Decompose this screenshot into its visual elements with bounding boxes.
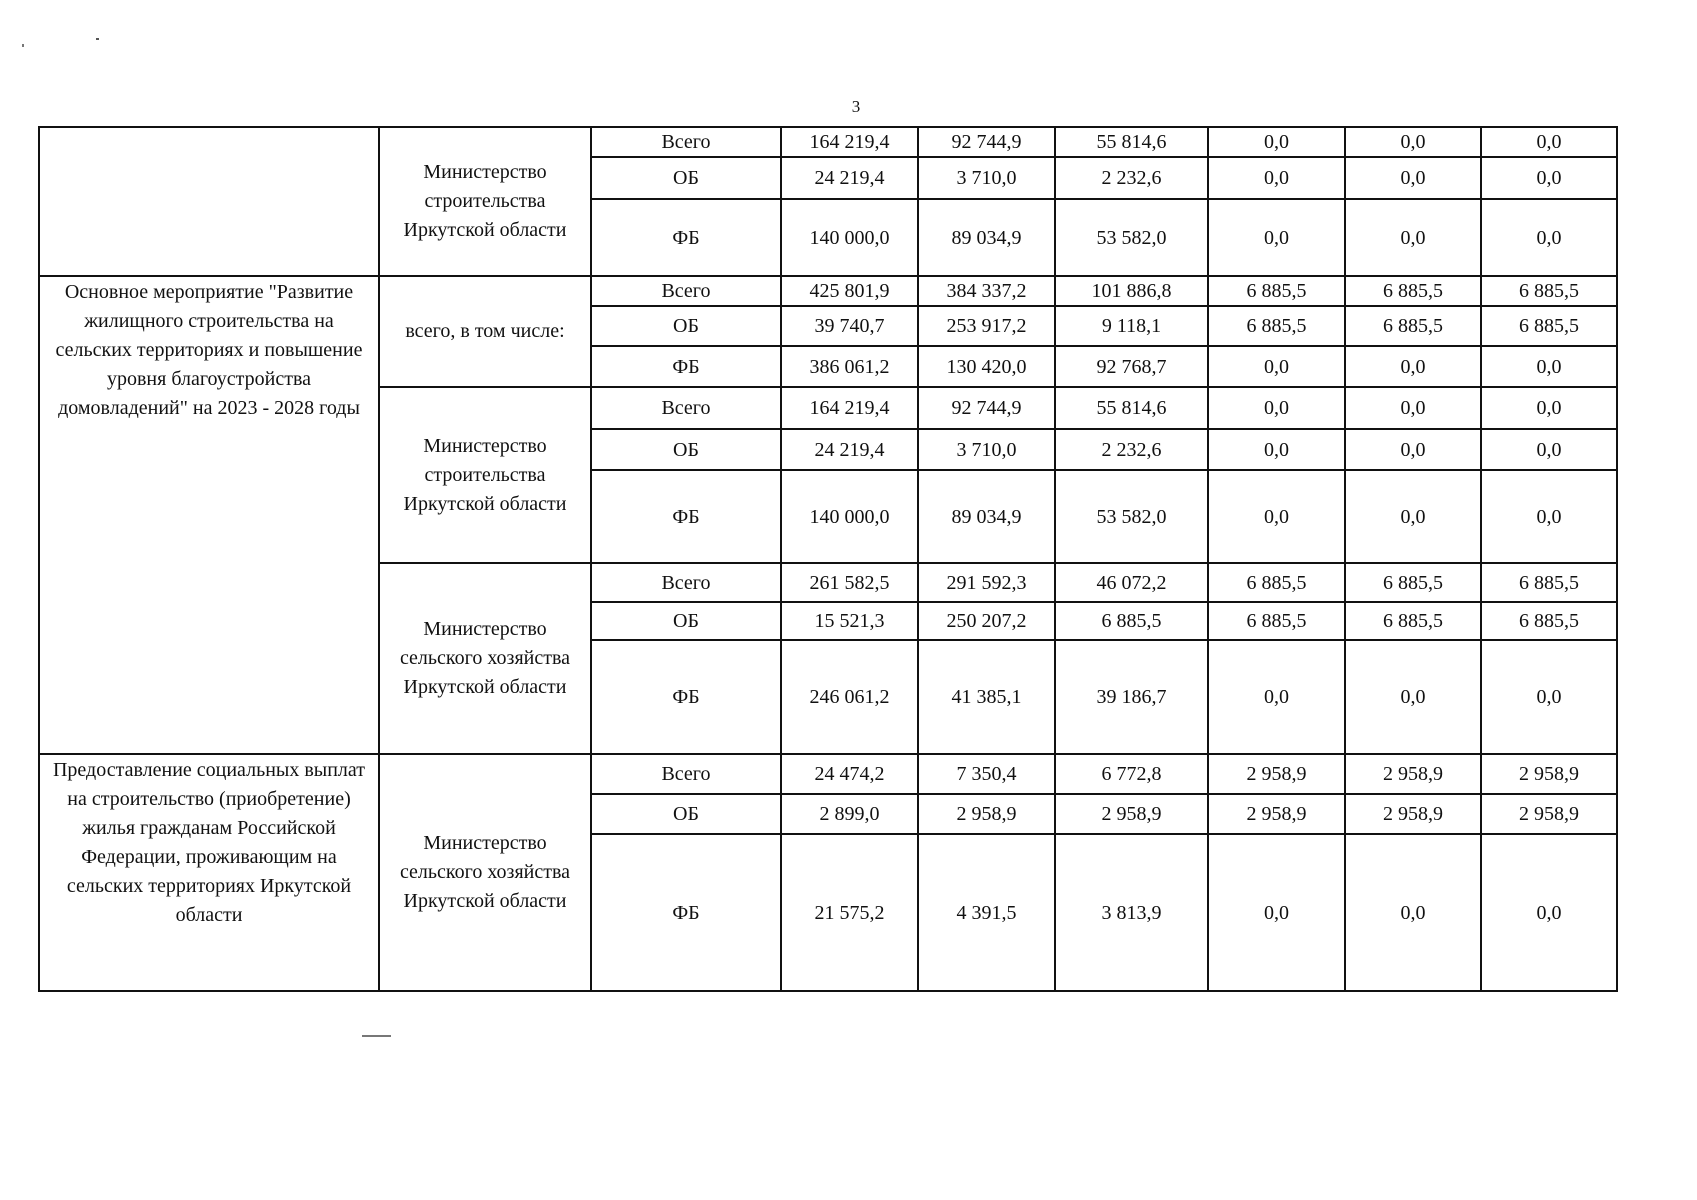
value-cell: 92 744,9 [918, 387, 1055, 429]
value-cell: 6 885,5 [1208, 306, 1345, 346]
value-cell: 15 521,3 [781, 602, 918, 640]
source-label-cell: ФБ [591, 346, 781, 387]
value-cell: 384 337,2 [918, 276, 1055, 306]
value-cell: 24 474,2 [781, 754, 918, 794]
value-cell: 6 885,5 [1481, 602, 1617, 640]
source-label-cell: Всего [591, 276, 781, 306]
table-row [39, 754, 1617, 794]
value-cell: 164 219,4 [781, 127, 918, 157]
value-cell: 140 000,0 [781, 470, 918, 563]
value-cell: 2 958,9 [1208, 794, 1345, 834]
value-cell: 0,0 [1208, 346, 1345, 387]
source-label-cell: ОБ [591, 429, 781, 470]
executor-cell: Министерство сельского хозяйства Иркутской области [379, 754, 591, 991]
table-body [39, 127, 1617, 991]
value-cell: 250 207,2 [918, 602, 1055, 640]
value-cell: 0,0 [1345, 346, 1481, 387]
value-cell: 2 899,0 [781, 794, 918, 834]
source-label-cell: ФБ [591, 640, 781, 754]
activity-cell: Основное мероприятие "Развитие жилищного строительства на сельских территориях и повышение уровня благоустройства домовладений" на 2023 - 2028 годы [39, 276, 379, 754]
scan-speck [96, 38, 99, 40]
table-row [39, 127, 1617, 157]
value-cell: 6 885,5 [1055, 602, 1208, 640]
value-cell: 6 885,5 [1345, 276, 1481, 306]
value-cell: 0,0 [1345, 640, 1481, 754]
value-cell: 0,0 [1208, 387, 1345, 429]
value-cell: 24 219,4 [781, 157, 918, 199]
source-label-cell: ФБ [591, 199, 781, 276]
source-label-cell: ФБ [591, 470, 781, 563]
value-cell: 24 219,4 [781, 429, 918, 470]
page-number: 3 [851, 97, 861, 116]
value-cell: 253 917,2 [918, 306, 1055, 346]
value-cell: 6 885,5 [1208, 602, 1345, 640]
source-label-cell: ОБ [591, 157, 781, 199]
value-cell: 0,0 [1208, 640, 1345, 754]
value-cell: 0,0 [1345, 429, 1481, 470]
value-cell: 0,0 [1345, 199, 1481, 276]
table-row [39, 276, 1617, 306]
value-cell: 92 744,9 [918, 127, 1055, 157]
value-cell: 0,0 [1345, 127, 1481, 157]
value-cell: 101 886,8 [1055, 276, 1208, 306]
value-cell: 6 885,5 [1208, 276, 1345, 306]
dash-mark [362, 1035, 391, 1037]
value-cell: 0,0 [1208, 127, 1345, 157]
value-cell: 2 958,9 [1208, 754, 1345, 794]
value-cell: 6 885,5 [1345, 602, 1481, 640]
value-cell: 4 391,5 [918, 834, 1055, 991]
value-cell: 0,0 [1345, 157, 1481, 199]
value-cell: 6 885,5 [1345, 563, 1481, 602]
value-cell: 53 582,0 [1055, 470, 1208, 563]
value-cell: 0,0 [1208, 157, 1345, 199]
value-cell: 89 034,9 [918, 470, 1055, 563]
value-cell: 0,0 [1481, 346, 1617, 387]
value-cell: 2 958,9 [1345, 754, 1481, 794]
executor-cell: Министерство строительства Иркутской области [379, 127, 591, 276]
source-label-cell: Всего [591, 754, 781, 794]
value-cell: 92 768,7 [1055, 346, 1208, 387]
value-cell: 425 801,9 [781, 276, 918, 306]
value-cell: 2 958,9 [1481, 754, 1617, 794]
value-cell: 2 232,6 [1055, 429, 1208, 470]
executor-cell: всего, в том числе: [379, 276, 591, 387]
value-cell: 130 420,0 [918, 346, 1055, 387]
executor-cell: Министерство строительства Иркутской области [379, 387, 591, 563]
executor-cell: Министерство сельского хозяйства Иркутской области [379, 563, 591, 754]
value-cell: 55 814,6 [1055, 127, 1208, 157]
value-cell: 2 232,6 [1055, 157, 1208, 199]
value-cell: 41 385,1 [918, 640, 1055, 754]
value-cell: 6 885,5 [1481, 563, 1617, 602]
scan-speck [22, 44, 24, 47]
value-cell: 0,0 [1208, 429, 1345, 470]
value-cell: 0,0 [1481, 199, 1617, 276]
activity-cell: Предоставление социальных выплат на строительство (приобретение) жилья гражданам Российской Федерации, проживающим на сельских территориях Иркутской области [39, 754, 379, 991]
value-cell: 53 582,0 [1055, 199, 1208, 276]
value-cell: 6 772,8 [1055, 754, 1208, 794]
source-label-cell: ОБ [591, 306, 781, 346]
value-cell: 21 575,2 [781, 834, 918, 991]
source-label-cell: ОБ [591, 794, 781, 834]
value-cell: 0,0 [1481, 429, 1617, 470]
value-cell: 89 034,9 [918, 199, 1055, 276]
value-cell: 0,0 [1345, 387, 1481, 429]
source-label-cell: ОБ [591, 602, 781, 640]
value-cell: 2 958,9 [1345, 794, 1481, 834]
value-cell: 164 219,4 [781, 387, 918, 429]
value-cell: 3 710,0 [918, 157, 1055, 199]
value-cell: 9 118,1 [1055, 306, 1208, 346]
value-cell: 0,0 [1208, 470, 1345, 563]
value-cell: 3 813,9 [1055, 834, 1208, 991]
value-cell: 3 710,0 [918, 429, 1055, 470]
value-cell: 6 885,5 [1481, 276, 1617, 306]
value-cell: 261 582,5 [781, 563, 918, 602]
value-cell: 0,0 [1481, 640, 1617, 754]
source-label-cell: Всего [591, 127, 781, 157]
value-cell: 7 350,4 [918, 754, 1055, 794]
value-cell: 6 885,5 [1208, 563, 1345, 602]
value-cell: 0,0 [1481, 157, 1617, 199]
value-cell: 0,0 [1481, 387, 1617, 429]
activity-cell [39, 127, 379, 276]
value-cell: 2 958,9 [918, 794, 1055, 834]
value-cell: 0,0 [1208, 834, 1345, 991]
funding-table [38, 126, 1618, 992]
value-cell: 0,0 [1208, 199, 1345, 276]
source-label-cell: ФБ [591, 834, 781, 991]
value-cell: 246 061,2 [781, 640, 918, 754]
value-cell: 2 958,9 [1481, 794, 1617, 834]
value-cell: 0,0 [1481, 470, 1617, 563]
value-cell: 39 740,7 [781, 306, 918, 346]
value-cell: 6 885,5 [1345, 306, 1481, 346]
value-cell: 140 000,0 [781, 199, 918, 276]
value-cell: 2 958,9 [1055, 794, 1208, 834]
value-cell: 46 072,2 [1055, 563, 1208, 602]
value-cell: 0,0 [1345, 470, 1481, 563]
value-cell: 0,0 [1481, 834, 1617, 991]
source-label-cell: Всего [591, 387, 781, 429]
value-cell: 55 814,6 [1055, 387, 1208, 429]
value-cell: 291 592,3 [918, 563, 1055, 602]
value-cell: 0,0 [1481, 127, 1617, 157]
value-cell: 39 186,7 [1055, 640, 1208, 754]
value-cell: 0,0 [1345, 834, 1481, 991]
value-cell: 6 885,5 [1481, 306, 1617, 346]
value-cell: 386 061,2 [781, 346, 918, 387]
source-label-cell: Всего [591, 563, 781, 602]
